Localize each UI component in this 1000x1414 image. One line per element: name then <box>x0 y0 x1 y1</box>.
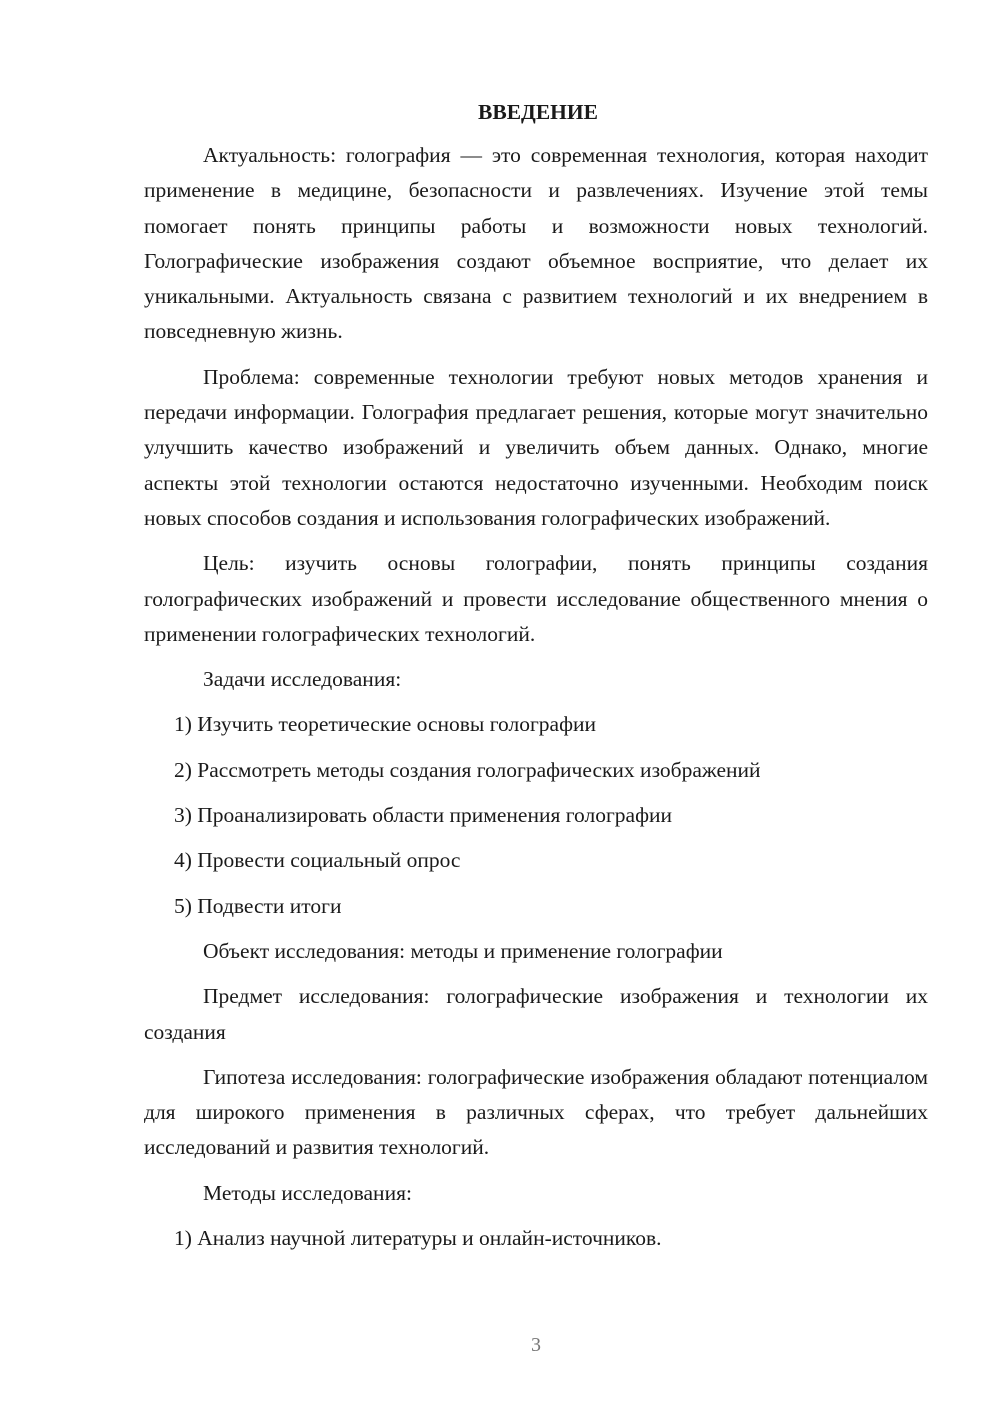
methods-list <box>144 1221 928 1256</box>
method-item-1: 1) Анализ научной литературы и онлайн-источников. <box>174 1226 662 1251</box>
relevance-paragraph: Актуальность: голография — это современная технология, которая находит применение в медицине, безопасности и развлечениях. Изучение этой темы помогает понять принципы работы и возможности новых технологий. Голографические изображения создают объемное восприятие, что делает их уникальными. Актуальность связана с развитием технологий и их внедрением в повседневную жизнь. <box>144 143 928 344</box>
task-item-2: 2) Рассмотреть методы создания голографических изображений <box>174 757 761 782</box>
subject-paragraph: Предмет исследования: голографические изображения и технологии их создания <box>144 984 928 1044</box>
hypothesis-paragraph: Гипотеза исследования: голографические изображения обладают потенциалом для широкого применения в различных сферах, что требует дальнейших исследований и развития технологий. <box>144 1064 928 1160</box>
task-item-4: 4) Провести социальный опрос <box>174 848 461 873</box>
object-paragraph: Объект исследования: методы и применение голографии <box>203 938 723 963</box>
goal-paragraph: Цель: изучить основы голографии, понять принципы создания голографических изображений и провести исследование общественного мнения о применении голографических технологий. <box>144 551 928 646</box>
section-title: ВВЕДЕНИЕ <box>478 100 598 124</box>
task-item-5: 5) Подвести итоги <box>174 893 342 918</box>
task-item-1: 1) Изучить теоретические основы голографии <box>174 712 597 737</box>
page-number: 3 <box>531 1334 541 1356</box>
page-content <box>144 96 928 1266</box>
problem-paragraph: Проблема: современные технологии требуют новых методов хранения и передачи информации. Голография предлагает решения, которые могут значительно улучшить качество изображений и увеличить объем данных. Однако, многие аспекты этой технологии остаются недостаточно изученными. Необходим поиск новых способов создания и использования голографических изображений. <box>144 364 928 530</box>
tasks-heading: Задачи исследования: <box>203 667 402 692</box>
tasks-list <box>144 707 928 923</box>
task-item-3: 3) Проанализировать области применения голографии <box>174 803 673 828</box>
methods-heading: Методы исследования: <box>203 1180 412 1205</box>
